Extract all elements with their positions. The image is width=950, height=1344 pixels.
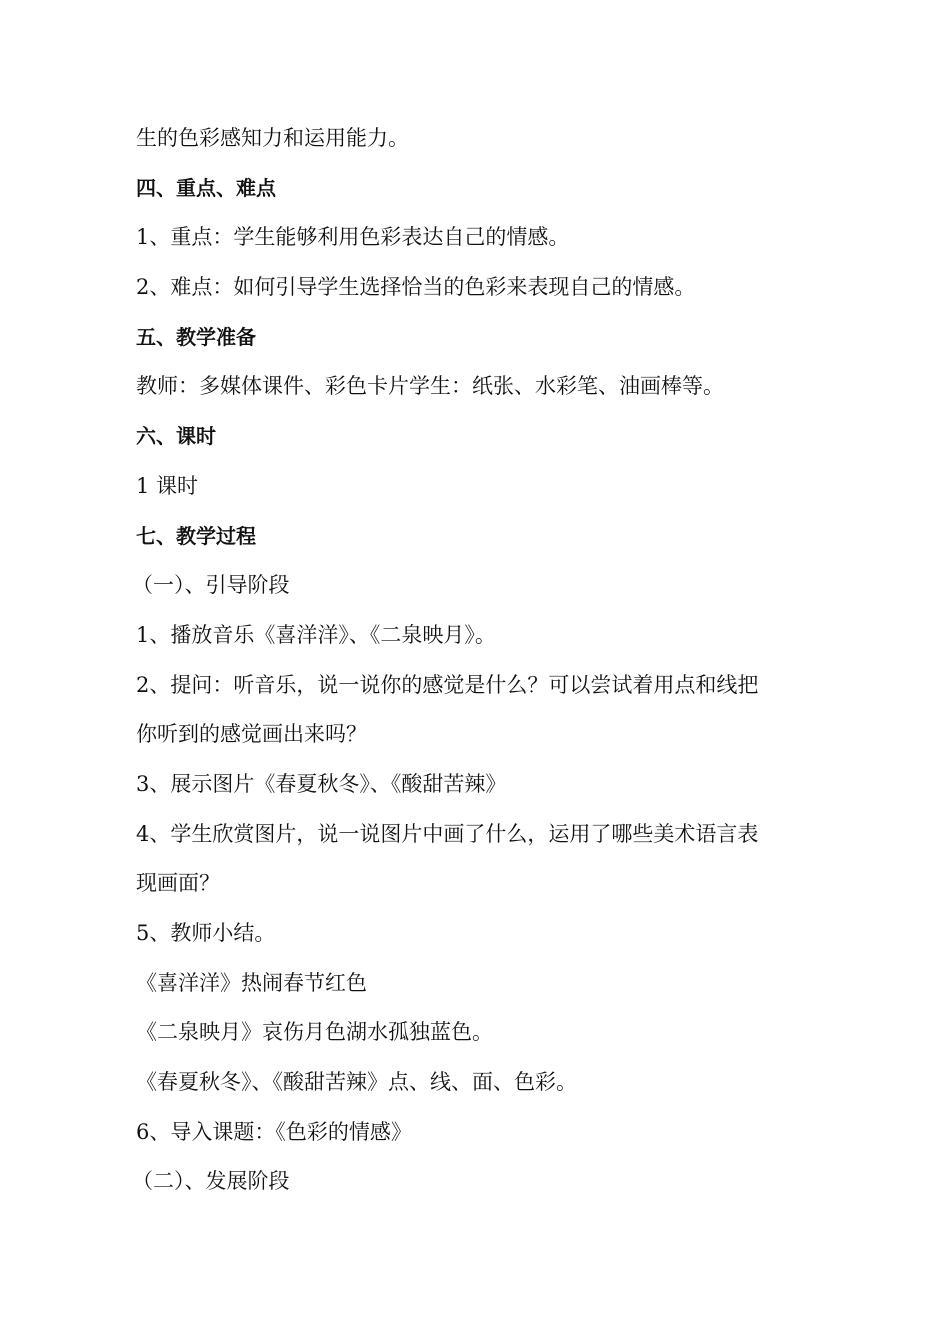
paragraph-line: 现画面？ (136, 871, 220, 896)
paragraph-line: 《春夏秋冬》、《酸甜苦辣》点、线、面、色彩。 (136, 1070, 577, 1095)
section-heading: 七、教学过程 (136, 523, 256, 548)
paragraph-line: 6、导入课题：《色彩的情感》 (136, 1119, 412, 1144)
subsection-heading: （二）、发展阶段 (132, 1169, 290, 1194)
section-heading: 四、重点、难点 (136, 175, 276, 200)
paragraph-line: 1、播放音乐《喜洋洋》、《二泉映月》。 (136, 622, 496, 647)
paragraph-line: 2、难点：如何引导学生选择恰当的色彩来表现自己的情感。 (136, 275, 696, 300)
paragraph-line: 《喜洋洋》热闹春节红色 (136, 970, 367, 995)
paragraph-line: 2、提问：听音乐，说一说你的感觉是什么？可以尝试着用点和线把 (136, 672, 759, 697)
document-body (132, 114, 816, 1207)
paragraph-line: 5、教师小结。 (136, 921, 276, 945)
paragraph-line: 1 课时 (136, 473, 199, 498)
paragraph-line: 生的色彩感知力和运用能力。 (136, 126, 409, 150)
paragraph-line: 4、学生欣赏图片，说一说图片中画了什么，运用了哪些美术语言表 (136, 821, 759, 846)
section-heading: 六、课时 (136, 424, 216, 449)
section-heading: 五、教学准备 (136, 324, 256, 349)
paragraph-line: 1、重点：学生能够利用色彩表达自己的情感。 (136, 225, 570, 250)
subsection-heading: （一）、引导阶段 (132, 573, 290, 598)
paragraph-line: 教师：多媒体课件、彩色卡片学生：纸张、水彩笔、油画棒等。 (136, 374, 724, 399)
paragraph-line: 3、展示图片《春夏秋冬》、《酸甜苦辣》 (136, 771, 507, 796)
paragraph-line: 《二泉映月》哀伤月色湖水孤独蓝色。 (136, 1020, 493, 1045)
paragraph-line: 你听到的感觉画出来吗？ (136, 722, 367, 747)
